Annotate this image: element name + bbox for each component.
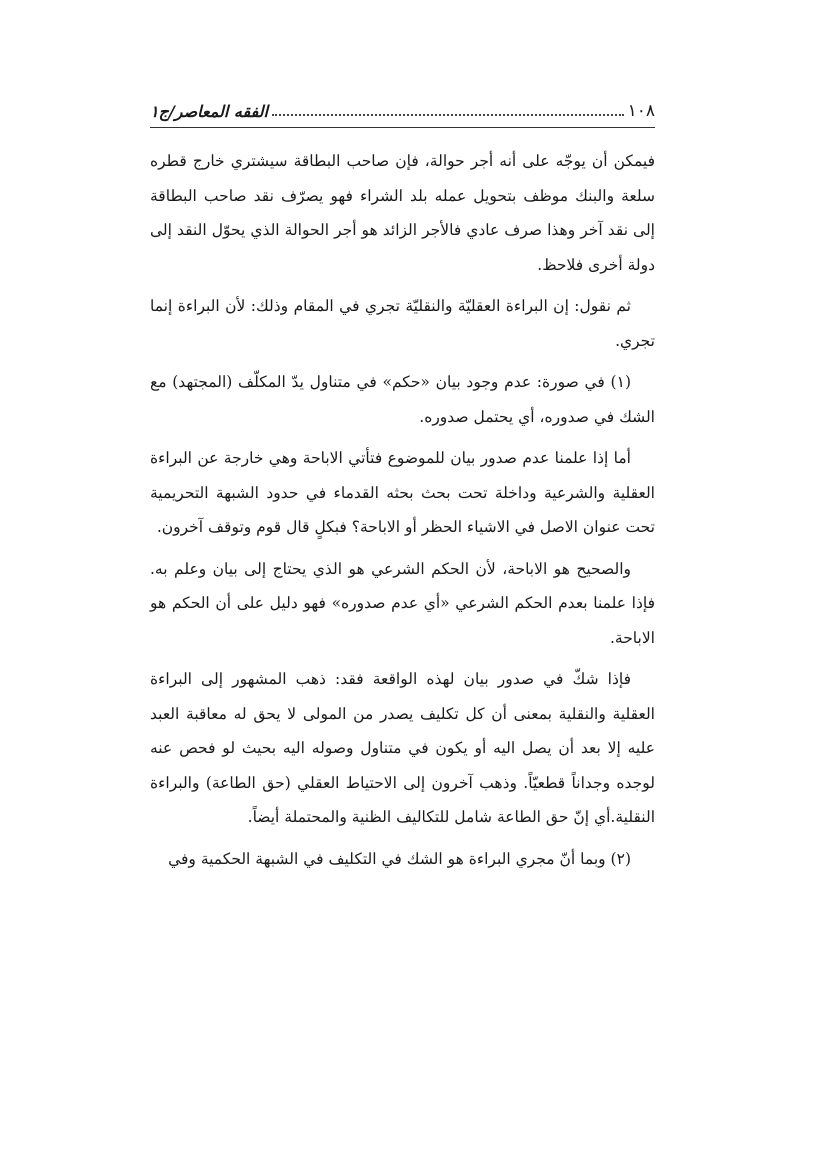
header-dot-leader <box>272 114 624 116</box>
paragraph: فيمكن أن يوجّه على أنه أجر حوالة، فإن صاحب البطاقة سيشتري خارج قطره سلعة والبنك موظف بتحويل عمله بلد الشراء فهو يصرّف نقد صاحب البطاقة إلى نقد آخر وهذا صرف عادي فالأجر الزائد هو أجر الحوالة الذي يحوّل النقد إلى دولة أخرى فلاحظ. <box>150 152 655 274</box>
body-text <box>150 144 655 876</box>
book-page <box>150 88 655 1128</box>
paragraph: (١) في صورة: عدم وجود بيان «حكم» في متناول يدّ المكلّف (المجتهد) مع الشك في صدوره، أي يحتمل صدوره. <box>150 373 655 426</box>
paragraph: ثم نقول: إن البراءة العقليّة والنقليّة تجري في المقام وذلك: لأن البراءة إنما تجري. <box>150 297 655 350</box>
paragraph: فإذا شكّ في صدور بيان لهذه الواقعة فقد: ذهب المشهور إلى البراءة العقلية والنقلية بمعنى أن كل تكليف يصدر من المولى لا يحق له معاقبة العبد عليه إلا بعد أن يصل اليه أو يكون في متناول وصوله اليه بحيث لو فحص عنه لوجده وجداناً قطعيّاً. وذهب آخرون إلى الاحتياط العقلي (حق الطاعة) والبراءة النقلية.أي إنّ حق الطاعة شامل للتكاليف الظنية والمحتملة أيضاً. <box>150 670 655 826</box>
paragraph: (٢) وبما أنّ مجري البراءة هو الشك في التكليف في الشبهة الحكمية وفي <box>168 849 631 868</box>
page-number: ١٠٨ <box>627 101 655 121</box>
paragraph: أما إذا علمنا عدم صدور بيان للموضوع فتأتي الاباحة وهي خارجة عن البراءة العقلية والشرعية وداخلة تحت بحث بحثه القدماء في حدود الشبهة التحريمية تحت عنوان الاصل في الاشياء الحظر أو الاباحة؟ فبكلٍ قال قوم وتوقف آخرون. <box>150 449 655 536</box>
running-title: الفقه المعاصر/ج١ <box>150 102 268 121</box>
page-header <box>150 88 655 128</box>
paragraph: والصحيح هو الاباحة، لأن الحكم الشرعي هو الذي يحتاج إلى بيان وعلم به. فإذا علمنا بعدم الحكم الشرعي «أي عدم صدوره» فهو دليل على أن الحكم هو الاباحة. <box>150 559 655 647</box>
